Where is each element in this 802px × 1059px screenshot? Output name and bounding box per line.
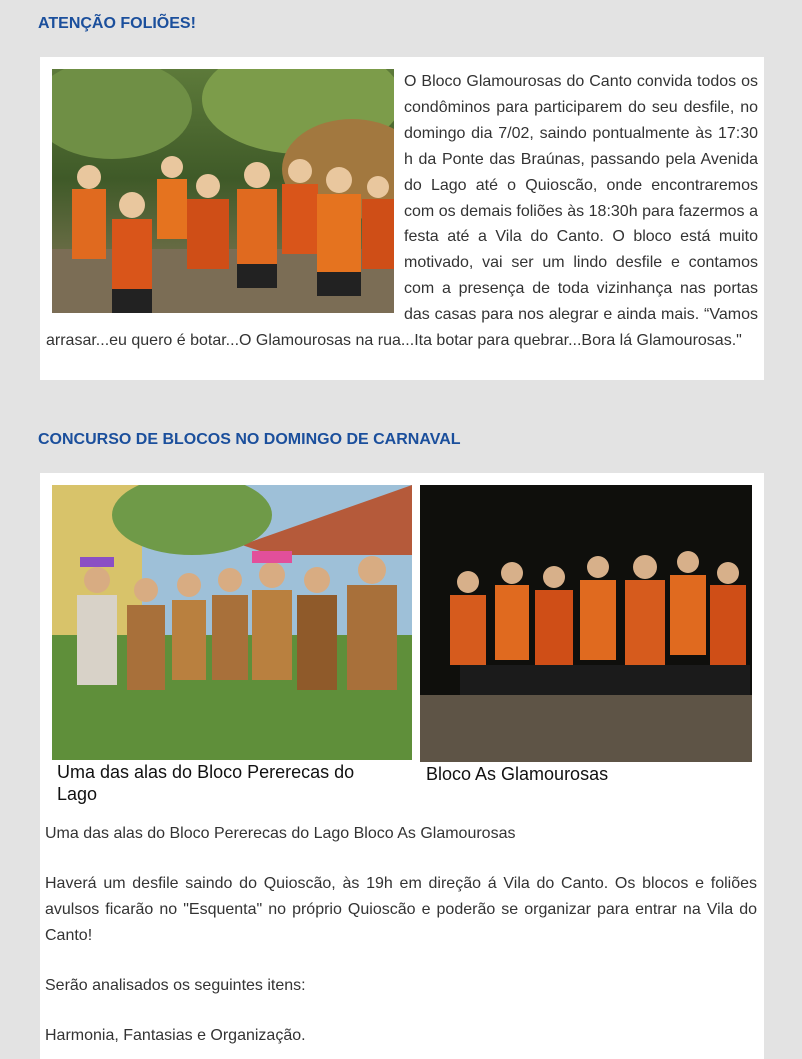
- section-title-atencao: ATENÇÃO FOLIÕES!: [38, 15, 196, 32]
- caption-glamourosas: Bloco As Glamourosas: [426, 764, 609, 784]
- article-card-concurso: [40, 473, 764, 1059]
- article-text-glamourosas: O Bloco Glamourosas do Canto convida todos os condôminos para participarem do seu desfile, no domingo dia 7/02, saindo pontualmente às 17:30 h da Ponte das Braúnas, passando pela Avenida do Lago até o Quioscão, onde encontraremos com os demais foliões às 18:30h para fazermos a festa até a Vila do Canto. O bloco está muito motivado, vai ser um lindo desfile e contamos com a presença de toda vizinhança nas portas das casas para nos alegrar e ainda mais. “Vamos arrasar...eu quero é botar...O Glamourosas na rua...Ita botar para quebrar...Bora lá Glamourosas.": [46, 73, 758, 350]
- section-title-concurso: CONCURSO DE BLOCOS NO DOMINGO DE CARNAVAL: [38, 431, 461, 448]
- photo-bloco-pererecas: [52, 485, 412, 760]
- photo-bloco-glamourosas-night: [420, 485, 752, 762]
- article-card-glamourosas: [40, 57, 764, 380]
- criteria-list-text: Harmonia, Fantasias e Organização.: [45, 1027, 306, 1044]
- caption-pererecas: Uma das alas do Bloco Pererecas do Lago: [57, 762, 355, 804]
- criteria-intro-text: Serão analisados os seguintes itens:: [45, 977, 306, 994]
- photo-bloco-glamourosas-day: [52, 69, 394, 313]
- caption-summary-text: Uma das alas do Bloco Pererecas do Lago Bloco As Glamourosas: [45, 825, 516, 842]
- desfile-info-text: Haverá um desfile saindo do Quioscão, às 19h em direção á Vila do Canto. Os blocos e foliões avulsos ficarão no "Esquenta" no próprio Quioscão e poderão se organizar para entrar na Vila do Canto!: [45, 875, 757, 944]
